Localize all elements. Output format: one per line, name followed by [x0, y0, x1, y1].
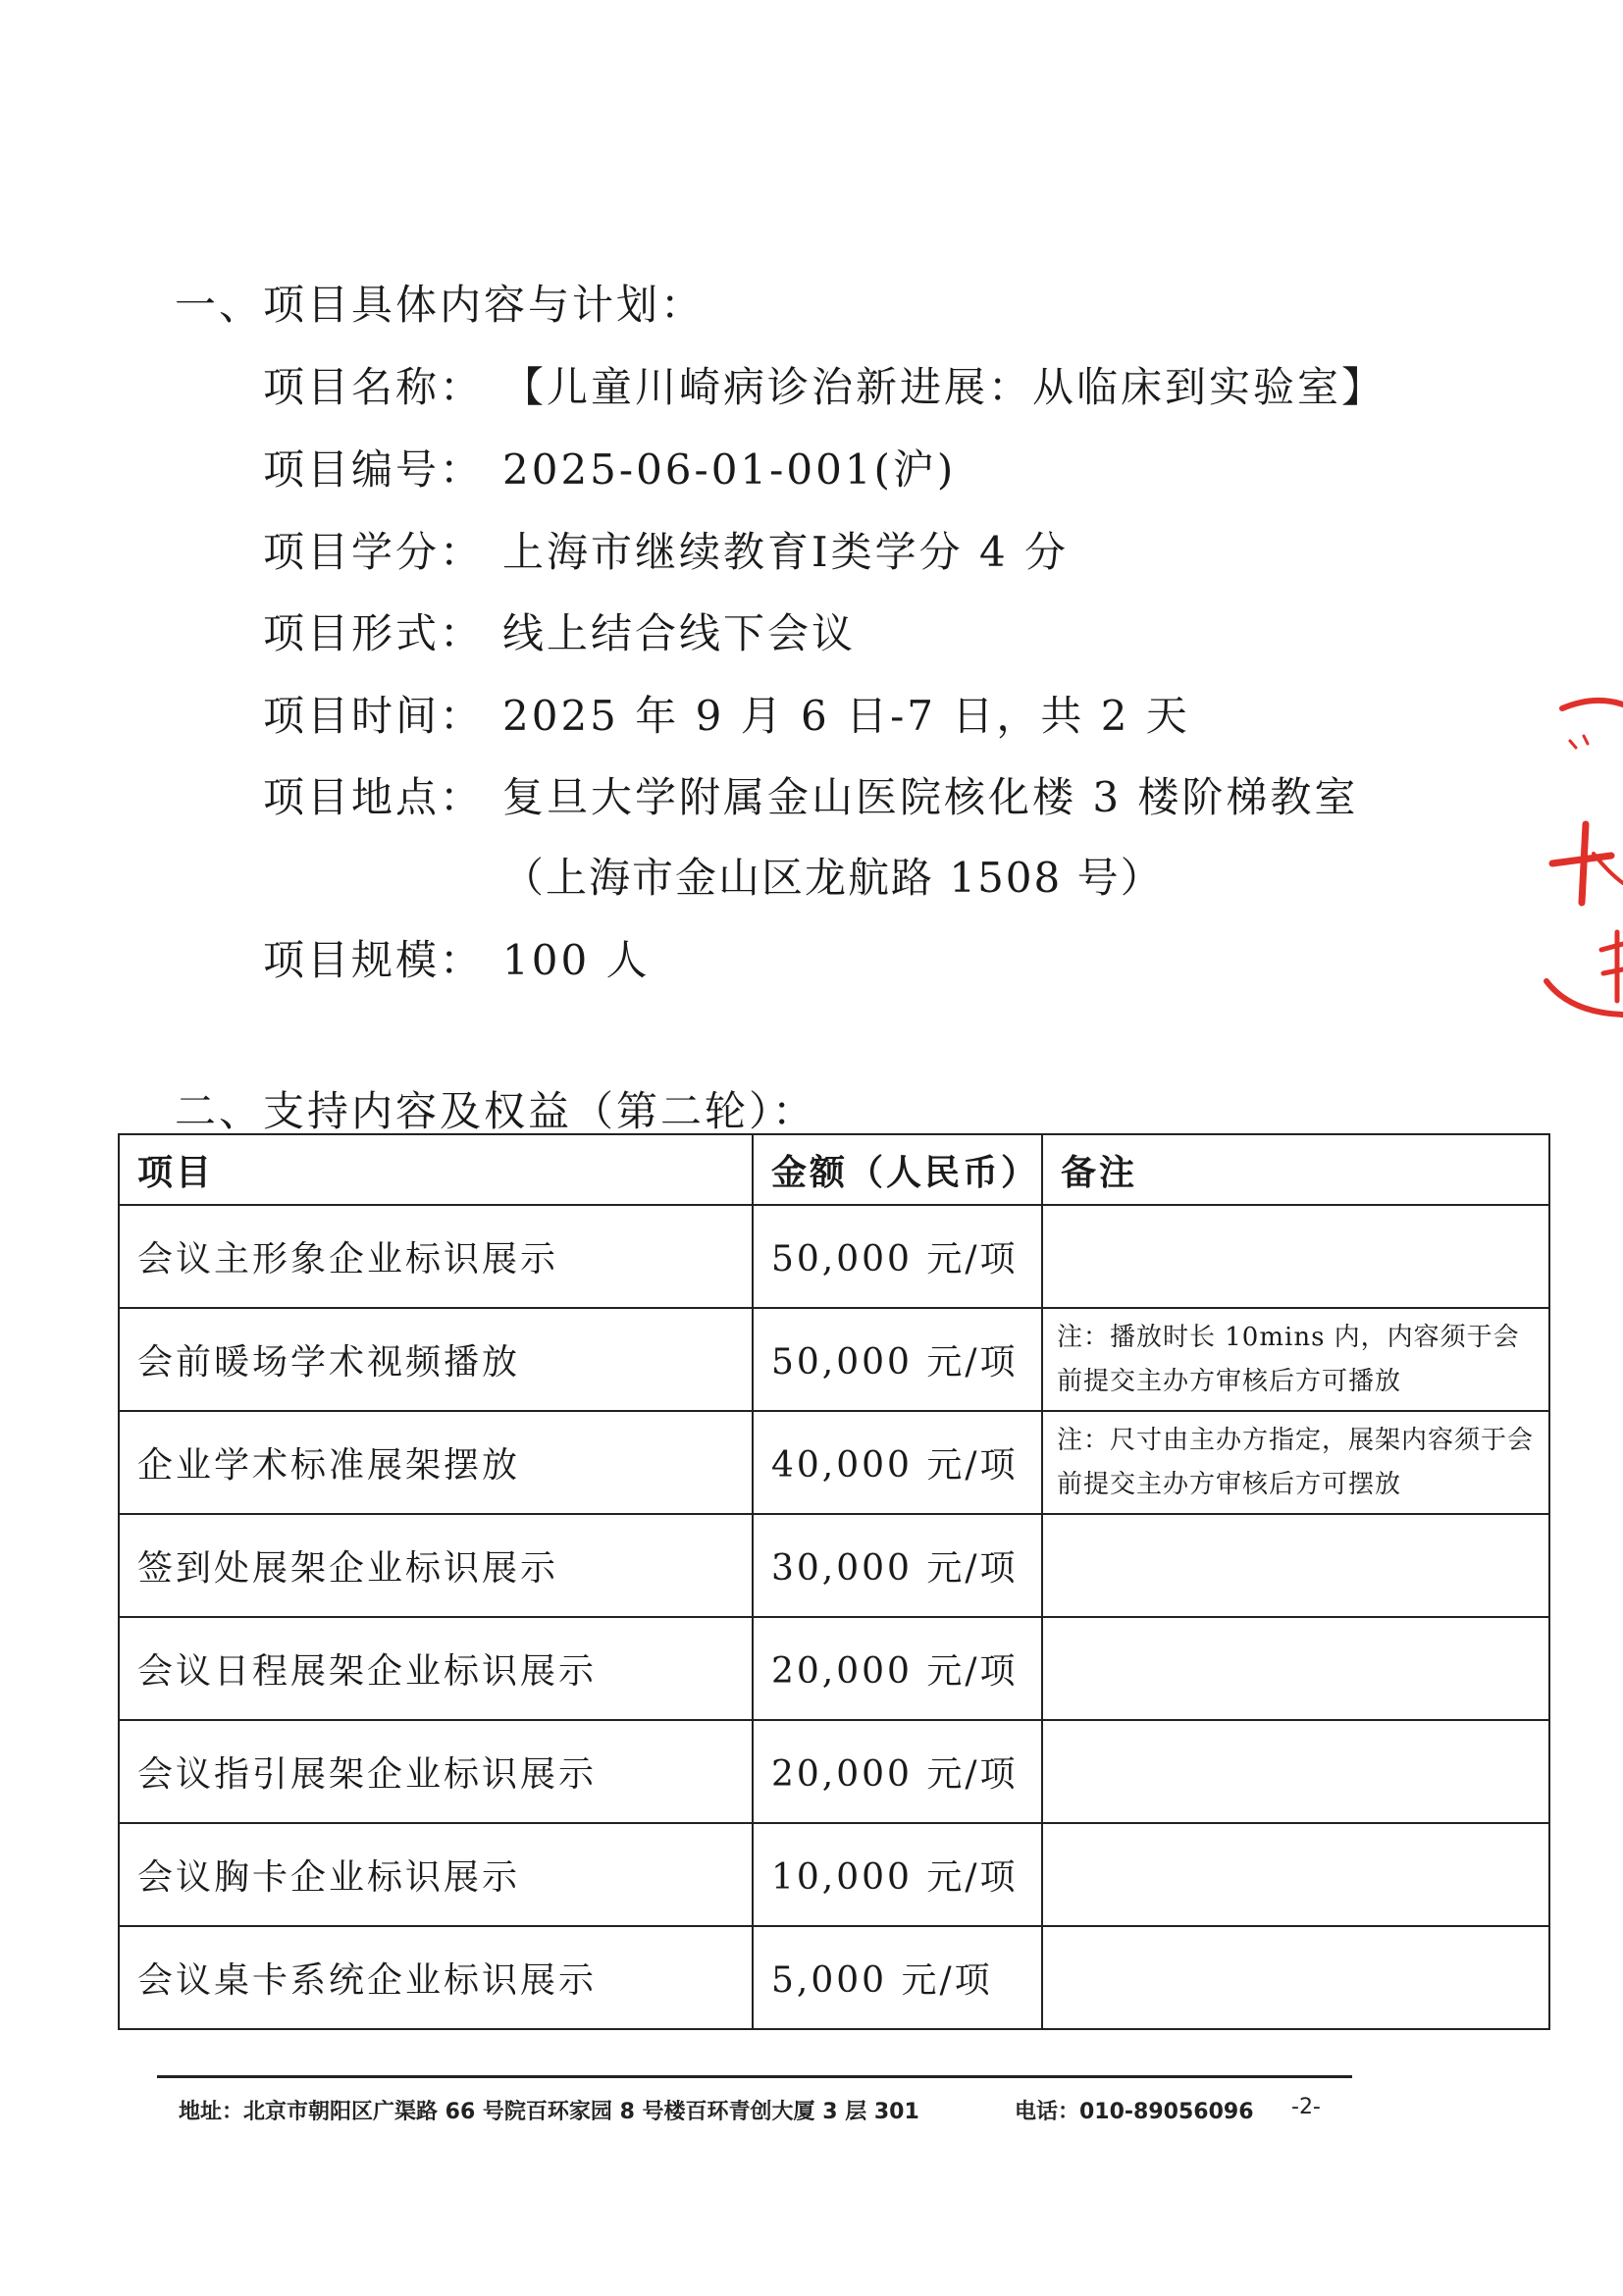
header-item: 项目 [119, 1134, 753, 1205]
project-credit-row [263, 520, 1069, 579]
row-amount: 10,000 元/项 [753, 1823, 1042, 1926]
row-item: 会议桌卡系统企业标识展示 [119, 1926, 753, 2029]
project-time-row [263, 684, 1190, 743]
footer-page-number: -2- [1291, 2095, 1321, 2119]
row-note [1042, 1617, 1549, 1720]
seal-graphic [1541, 687, 1623, 1020]
row-amount: 40,000 元/项 [753, 1411, 1042, 1514]
project-time-label: 项目时间： [263, 692, 485, 740]
row-item: 会议指引展架企业标识展示 [119, 1720, 753, 1823]
table-row [119, 1926, 1549, 2029]
table-row [119, 1308, 1549, 1411]
row-note [1042, 1205, 1549, 1308]
footer-divider [157, 2075, 1352, 2078]
project-time-value: 2025 年 9 月 6 日-7 日，共 2 天 [502, 692, 1190, 740]
table-row [119, 1720, 1549, 1823]
project-format-row [263, 601, 856, 660]
project-format-value: 线上结合线下会议 [502, 609, 857, 657]
project-name-row [263, 355, 1386, 414]
project-credit-value: 上海市继续教育Ⅰ类学分 4 分 [502, 528, 1070, 576]
project-number-value: 2025-06-01-001(沪) [502, 445, 957, 494]
project-location-value-line2: （上海市金山区龙航路 1508 号） [502, 854, 1164, 902]
project-number-label: 项目编号： [263, 445, 485, 494]
row-amount: 20,000 元/项 [753, 1617, 1042, 1720]
table-row [119, 1205, 1549, 1308]
row-amount: 30,000 元/项 [753, 1514, 1042, 1617]
row-item: 会议主形象企业标识展示 [119, 1205, 753, 1308]
project-format-label: 项目形式： [263, 609, 485, 657]
project-scale-row [263, 928, 651, 987]
table-header-row [119, 1134, 1549, 1205]
project-scale-value: 100 人 [502, 936, 651, 984]
project-name-label: 项目名称： [263, 363, 485, 411]
row-item: 会议日程展架企业标识展示 [119, 1617, 753, 1720]
row-amount: 20,000 元/项 [753, 1720, 1042, 1823]
project-location-value: 复旦大学附属金山医院核化楼 3 楼阶梯教室 [502, 773, 1359, 821]
table-row [119, 1617, 1549, 1720]
section-1-heading: 一、项目具体内容与计划： [175, 281, 706, 329]
row-note: 注：尺寸由主办方指定，展架内容须于会前提交主办方审核后方可摆放 [1042, 1411, 1549, 1514]
row-amount: 5,000 元/项 [753, 1926, 1042, 2029]
project-credit-label: 项目学分： [263, 528, 485, 576]
red-seal-fragment [1541, 687, 1623, 1020]
row-item: 企业学术标准展架摆放 [119, 1411, 753, 1514]
row-note [1042, 1514, 1549, 1617]
footer-address: 地址：北京市朝阳区广渠路 66 号院百环家园 8 号楼百环青创大厦 3 层 301 [179, 2100, 919, 2124]
footer-phone: 电话：010-89056096 [1015, 2100, 1254, 2124]
row-note: 注：播放时长 10mins 内，内容须于会前提交主办方审核后方可播放 [1042, 1308, 1549, 1411]
project-scale-label: 项目规模： [263, 936, 485, 984]
row-note [1042, 1926, 1549, 2029]
section-2-heading: 二、支持内容及权益（第二轮）： [175, 1087, 817, 1135]
header-note: 备注 [1042, 1134, 1549, 1205]
table-row [119, 1514, 1549, 1617]
table-row [119, 1823, 1549, 1926]
project-location-row [263, 765, 1358, 824]
project-name-value: 【儿童川崎病诊治新进展：从临床到实验室】 [502, 363, 1387, 411]
row-amount: 50,000 元/项 [753, 1308, 1042, 1411]
row-item: 会前暖场学术视频播放 [119, 1308, 753, 1411]
header-amount: 金额（人民币） [753, 1134, 1042, 1205]
row-amount: 50,000 元/项 [753, 1205, 1042, 1308]
row-note [1042, 1823, 1549, 1926]
table-row [119, 1411, 1549, 1514]
sponsorship-table [118, 1133, 1550, 2030]
row-note [1042, 1720, 1549, 1823]
project-location-label: 项目地点： [263, 773, 485, 821]
project-number-row [263, 438, 956, 496]
row-item: 会议胸卡企业标识展示 [119, 1823, 753, 1926]
row-item: 签到处展架企业标识展示 [119, 1514, 753, 1617]
